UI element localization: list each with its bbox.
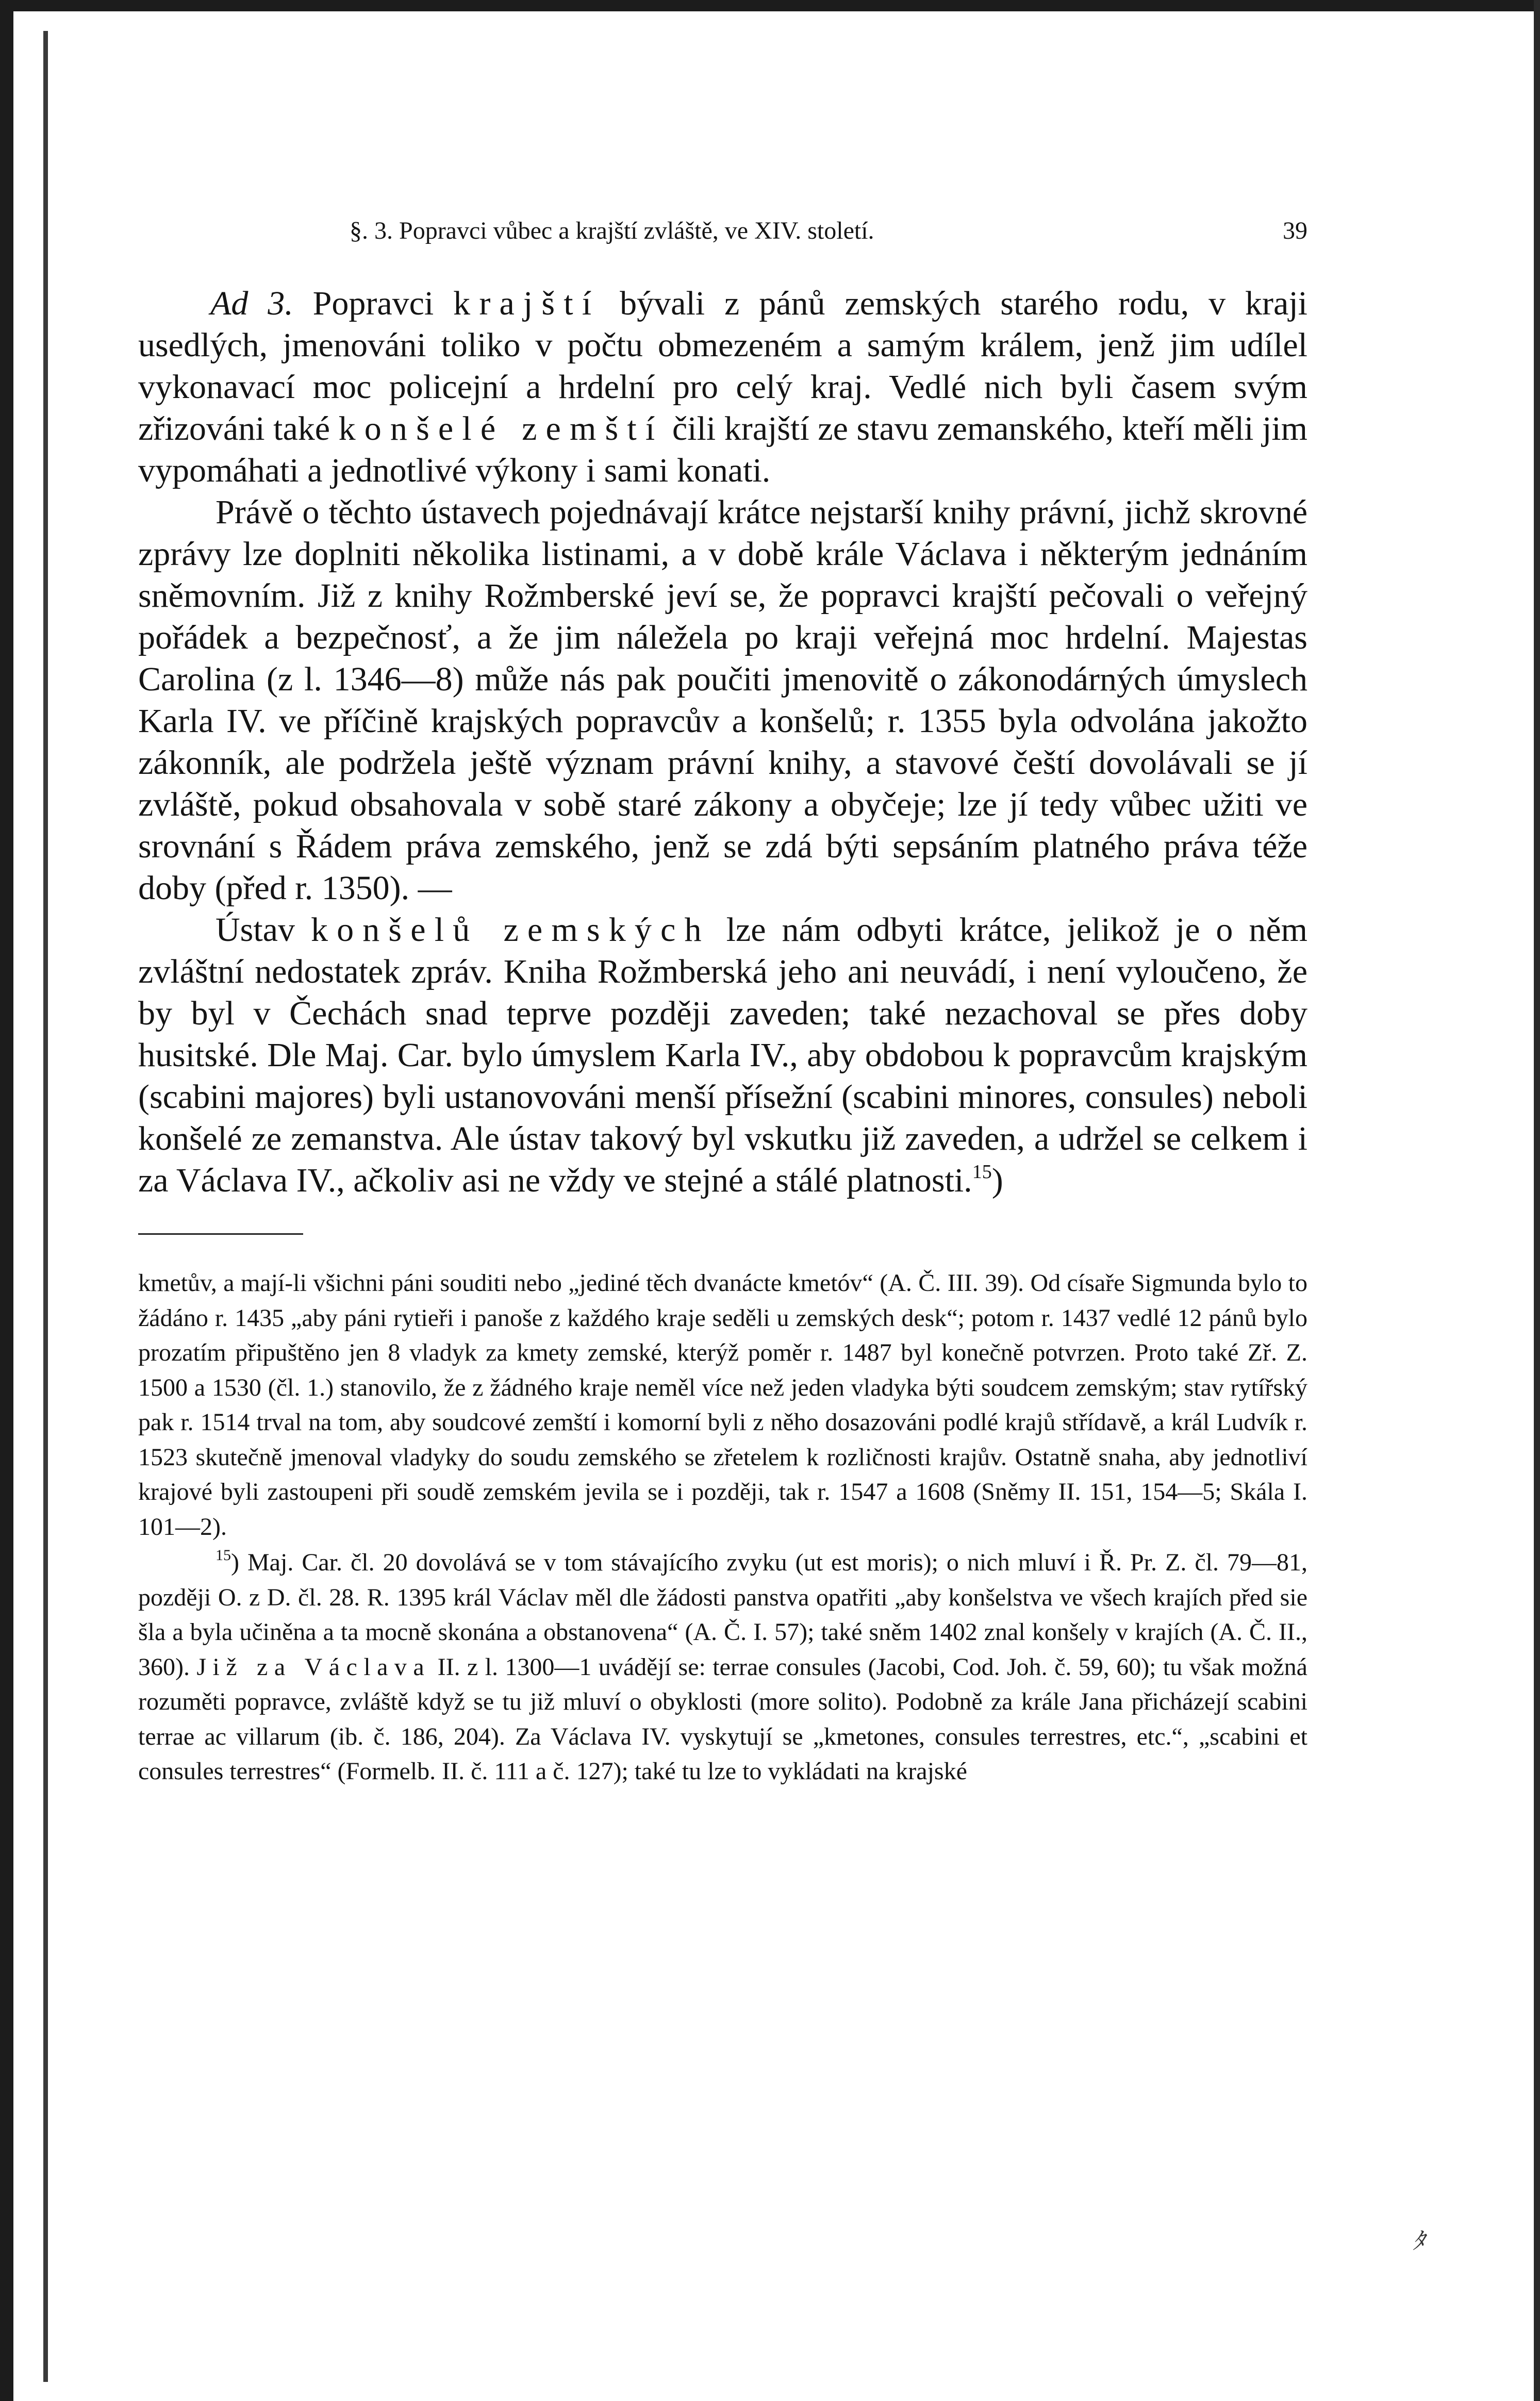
binding-shadow [43,31,48,2382]
text-run: ) [991,1162,1003,1199]
footnote-15 [138,1545,1307,1789]
text-run: II. z l. 1300—1 uvádějí se: terrae consules (Jacobi, Cod. Joh. č. 59, 60); tu však možná rozuměti popravce, zvláště když se tu již mluví o obyklosti (more solito). Podobně za krále Jana přicházejí scabini terrae ac villarum (ib. č. 186, 204). Za Václava IV. vyskytují se „kmetones, consules terrestres, etc.“, „scabini et consules terrestres“ (Formelb. II. č. 111 a č. 127); také tu lze to vykládati na krajské [138,1653,1307,1785]
paragraph-konsele [138,909,1307,1201]
page-number: 39 [1283,217,1307,244]
footnote-rule [138,1233,303,1235]
text-run: Ústav [216,911,311,949]
text-run: ) Maj. Car. čl. 20 dovolává se v tom stávajícího zvyku (ut est moris); o nich mluví i Ř. Pr. Z. čl. 79—81, později O. z D. čl. 28. R. 1395 král Václav měl dle žádosti panstva opatřiti „aby konšelstva ve všech krajích před sie šla a byla učiněna a ta mocně skonána a obstanovena“ (A. Č. I. 57); také sněm 1402 znal konšely v krajích (A. Č. II., 360). [138,1549,1307,1681]
spaced-emphasis: konšelé zemští [338,410,664,448]
footnotes [138,1266,1307,1789]
running-head [138,217,1307,258]
scan-border-left [0,0,13,2401]
book-page [138,217,1307,1789]
spaced-emphasis: Již za Václava [196,1653,431,1681]
scan-border-top [0,0,1540,11]
paragraph-ad-3 [138,283,1307,491]
text-run: Popravci [293,285,454,322]
footnote-marker: 15 [216,1547,231,1564]
running-title: §. 3. Popravci vůbec a krajští zvláště, ve XIV. století. [350,217,874,244]
spaced-emphasis: krajští [453,285,601,322]
spaced-emphasis: konšelů zemských [310,911,710,949]
scan-border-right [1534,0,1540,2401]
text-run: lze nám odbyti krátce, jelikož je o něm zvláštní nedostatek zpráv. Kniha Rožmberská jeho ani neuvádí, i není vyloučeno, že by byl v Čechách snad teprve později zaveden; také nezachoval se přes doby husitské. Dle Maj. Car. bylo úmyslem Karla IV., aby obdobou k popravcům krajským (scabini majores) byli ustanovováni menší přísežní (scabini minores, consules) neboli konšelé ze zemanstva. Ale ústav takový byl vskutku již zaveden, a udržel se celkem i za Václava IV., ačkoliv asi ne vždy ve stejné a stálé platnosti. [138,911,1308,1199]
text-run: čili krajští ze stavu zemanského, kteří měli jim vypomáhati a jednotlivé výkony i sami konati. [138,410,1307,489]
text-run: bývali z pánů zemských starého rodu, v kraji usedlých, jmenováni toliko v počtu obmezeném a samým králem, jenž jim udílel vykonavací moc policejní a hrdelní pro celý kraj. Vedlé nich byli časem svým zřizováni také [138,285,1307,448]
section-lead: Ad 3. [210,285,293,322]
footnote-continuation: kmetův, a mají-li všichni páni souditi nebo „jediné těch dvanácte kmetóv“ (A. Č. III. 39). Od císaře Sigmunda bylo to žádáno r. 1435 „aby páni rytieři i panoše z každého kraje seděli u zemských desk“; potom r. 1437 vedlé 12 pánů bylo prozatím připuštěno jen 8 vladyk za kmety zemské, kterýž poměr r. 1487 byl konečně potvrzen. Proto také Zř. Z. 1500 a 1530 (čl. 1.) stanovilo, že z žádného kraje neměl více než jeden vladyka býti soudcem zemským; stav rytířský pak r. 1514 trval na tom, aby soudcové zemští i komorní byli z něho dosazováni podlé krajů střídavě, a král Ludvík r. 1523 skutečně jmenoval vladyky do soudu zemského se zřetelem k rozličnosti krajův. Ostatně snaha, aby jednotliví krajové byli zastoupeni při soudě zemském jevila se i později, tak r. 1547 a 1608 (Sněmy II. 151, 154—5; Skála I. 101—2). [138,1269,1307,1541]
footnote-reference: 15 [972,1161,992,1183]
main-text [138,283,1307,1201]
margin-mark: ﾀ [1413,2228,1425,2254]
paragraph-sources: Právě o těchto ústavech pojednávají krátce nejstarší knihy právní, jichž skrovné zprávy lze doplniti několika listinami, a v době krále Václava i některým jednáním sněmovním. Již z knihy Rožmberské jeví se, že popravci krajští pečovali o veřejný pořádek a bezpečnosť, a že jim náležela po kraji veřejná moc hrdelní. Majestas Carolina (z l. 1346—8) může nás pak poučiti jmenovitě o zákonodárných úmyslech Karla IV. ve příčině krajských popravcův a konšelů; r. 1355 byla odvolána jakožto zákonník, ale podržela ještě význam právní knihy, a stavové čeští dovolávali se jí zvláště, pokud obsahovala v sobě staré zákony a obyčeje; lze jí tedy vůbec užiti ve srovnání s Řádem práva zemského, jenž se zdá býti sepsáním platného práva téže doby (před r. 1350). — [138,493,1307,907]
